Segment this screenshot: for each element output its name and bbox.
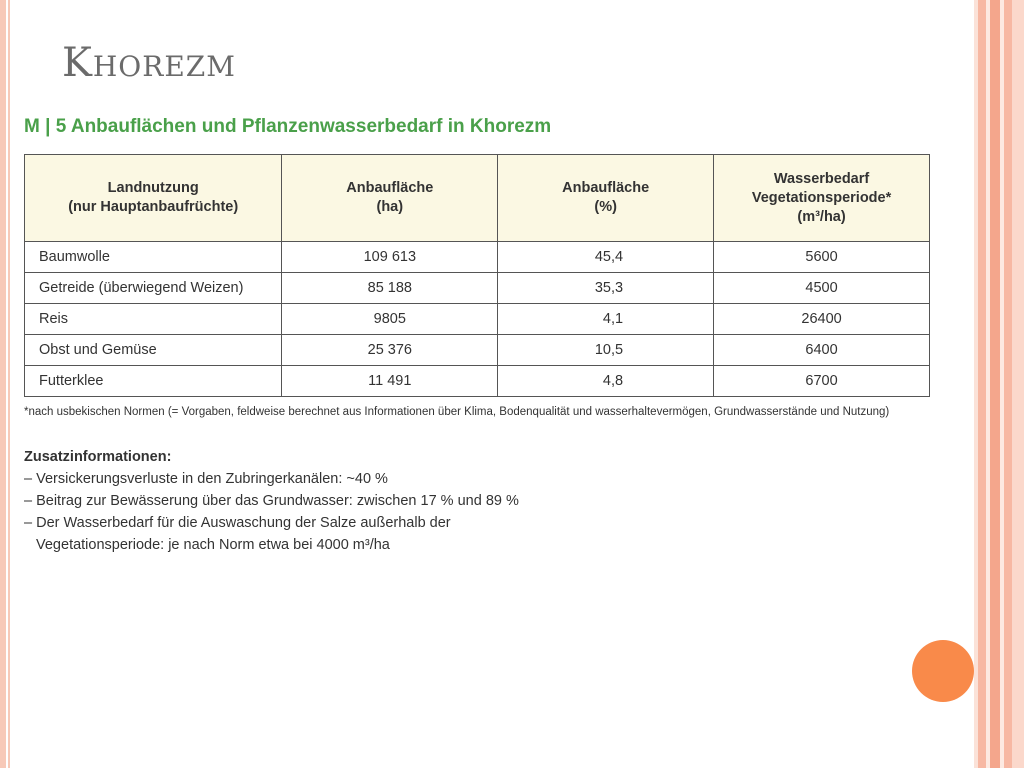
area-ha: 11 491 [282, 366, 498, 397]
crop-name: Getreide (überwiegend Weizen) [25, 273, 282, 304]
header-water-demand: Wasserbedarf Vegetationsperiode* (m³/ha) [714, 155, 930, 242]
area-ha: 109 613 [282, 242, 498, 273]
water-demand: 6400 [714, 335, 930, 366]
area-ha: 25 376 [282, 335, 498, 366]
crop-name: Reis [25, 304, 282, 335]
area-pct: 4,1 [498, 304, 714, 335]
table-row [25, 366, 930, 397]
header-area-pct: Anbaufläche (%) [498, 155, 714, 242]
crop-table [24, 154, 930, 397]
area-pct: 4,8 [498, 366, 714, 397]
crop-name: Futterklee [25, 366, 282, 397]
crop-name: Obst und Gemüse [25, 335, 282, 366]
decorative-circle [912, 640, 974, 702]
table-row [25, 304, 930, 335]
table-footnote: *nach usbekischen Normen (= Vorgaben, feldweise berechnet aus Informationen über Klima, Bodenqualität und wasserhaltevermögen, Grundwasserstände und Nutzung) [24, 406, 890, 418]
table-row [25, 273, 930, 304]
area-ha: 85 188 [282, 273, 498, 304]
additional-info-line: – Der Wasserbedarf für die Auswaschung der Salze außerhalb der [24, 515, 451, 531]
additional-info-line: Vegetationsperiode: je nach Norm etwa bei 4000 m³/ha [36, 537, 390, 553]
additional-info-line: – Beitrag zur Bewässerung über das Grundwasser: zwischen 17 % und 89 % [24, 493, 519, 509]
header-landnutzung: Landnutzung (nur Hauptanbaufrüchte) [25, 155, 282, 242]
area-pct: 35,3 [498, 273, 714, 304]
table-header-row [25, 155, 930, 242]
material-card [18, 108, 954, 578]
table-row [25, 335, 930, 366]
area-pct: 45,4 [498, 242, 714, 273]
crop-name: Baumwolle [25, 242, 282, 273]
table-row [25, 242, 930, 273]
water-demand: 5600 [714, 242, 930, 273]
water-demand: 4500 [714, 273, 930, 304]
header-area-ha: Anbaufläche (ha) [282, 155, 498, 242]
material-title: M | 5 Anbauflächen und Pflanzenwasserbedarf in Khorezm [24, 116, 552, 137]
additional-info-line: – Versickerungsverluste in den Zubringerkanälen: ~40 % [24, 471, 388, 487]
area-pct: 10,5 [498, 335, 714, 366]
left-border-line [8, 0, 10, 768]
additional-info [24, 446, 924, 556]
decorative-stripes [974, 0, 1024, 768]
left-border-stripe [0, 0, 6, 768]
slide-title: Khorezm [62, 40, 236, 86]
water-demand: 6700 [714, 366, 930, 397]
additional-info-heading: Zusatzinformationen: [24, 449, 172, 465]
water-demand: 26400 [714, 304, 930, 335]
area-ha: 9805 [282, 304, 498, 335]
